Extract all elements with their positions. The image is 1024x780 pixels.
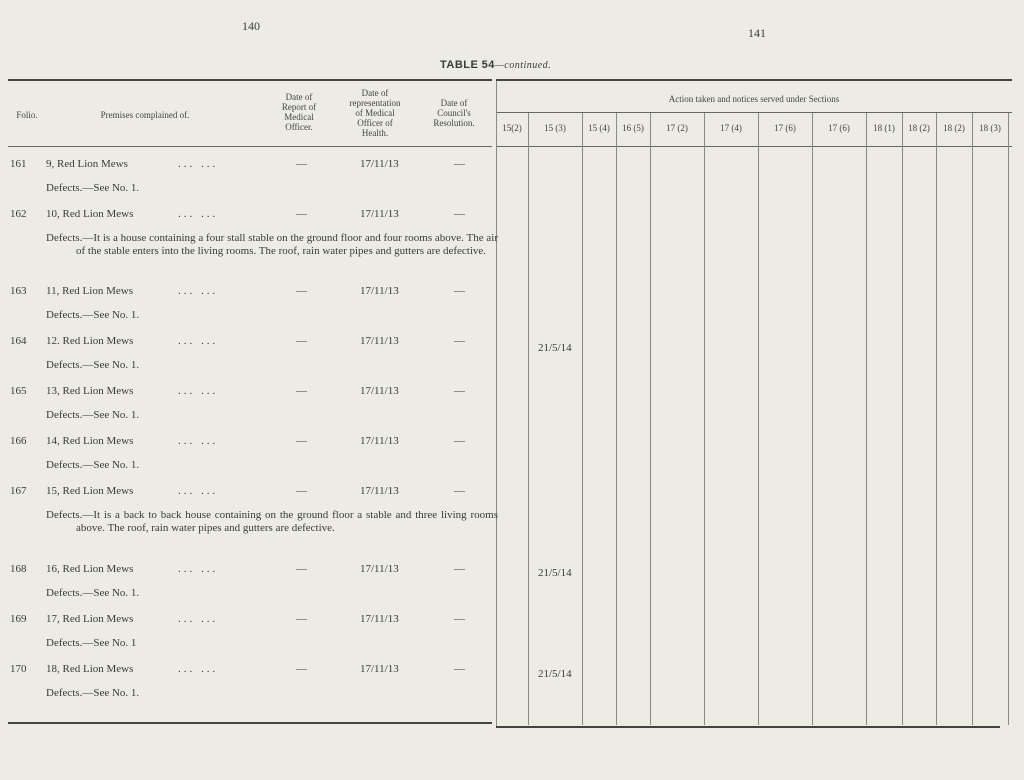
entry-defects: Defects.—See No. 1. [46, 309, 140, 321]
action-subheader-rule [496, 112, 1012, 113]
entry-date-representation: 17/11/13 [360, 613, 399, 625]
entry-folio: 169 [10, 613, 27, 625]
column-divider [758, 113, 759, 725]
entry-defects: Defects.—See No. 1. [46, 687, 140, 699]
entry-leader-dots: ... ... [178, 385, 219, 397]
entry-folio: 163 [10, 285, 27, 297]
header-rule-left [8, 146, 492, 147]
entry-date-resolution: — [454, 485, 465, 497]
entry-date-representation: 17/11/13 [360, 435, 399, 447]
entry-leader-dots: ... ... [178, 435, 219, 447]
entry-date-report: — [296, 385, 307, 397]
column-divider [650, 113, 651, 725]
entry-premises: 12. Red Lion Mews [46, 335, 134, 347]
entry-leader-dots: ... ... [178, 285, 219, 297]
section-header: 16 (5) [622, 123, 644, 133]
entry-leader-dots: ... ... [178, 335, 219, 347]
column-divider [866, 113, 867, 725]
entry-date-report: — [296, 285, 307, 297]
entry-defects: Defects.—See No. 1 [46, 637, 137, 649]
table-title-number: 54 [481, 59, 495, 71]
entry-folio: 166 [10, 435, 27, 447]
entry-date-representation: 17/11/13 [360, 208, 399, 220]
entry-defects: Defects.—It is a house containing a four stall stable on the ground floor and four rooms above. The air of the stable enters into the living rooms. The roof, rain water pipes and gutters are defective. [46, 232, 498, 257]
header-action: Action taken and notices served under Sections [668, 94, 840, 104]
bottom-rule-left [8, 722, 492, 724]
page-number-right: 141 [748, 26, 766, 40]
entry-defects: Defects.—See No. 1. [46, 359, 140, 371]
entry-date-report: — [296, 208, 307, 220]
entry-folio: 165 [10, 385, 27, 397]
entry-leader-dots: ... ... [178, 485, 219, 497]
column-divider [1008, 113, 1009, 725]
table-title-label: TABLE [440, 59, 479, 71]
section-header: 17 (6) [828, 123, 850, 133]
header-date-report: Date of Report of Medical Officer. [281, 92, 317, 132]
column-divider [812, 113, 813, 725]
action-date-1: 21/5/14 [538, 342, 572, 354]
section-header: 18 (3) [979, 123, 1001, 133]
column-divider [902, 113, 903, 725]
entry-date-resolution: — [454, 663, 465, 675]
entry-premises: 17, Red Lion Mews [46, 613, 134, 625]
entry-premises: 15, Red Lion Mews [46, 485, 134, 497]
entry-date-report: — [296, 435, 307, 447]
entry-date-report: — [296, 158, 307, 170]
entry-premises: 9, Red Lion Mews [46, 158, 128, 170]
column-divider [496, 113, 497, 728]
entry-date-resolution: — [454, 435, 465, 447]
entry-date-resolution: — [454, 285, 465, 297]
entry-folio: 167 [10, 485, 27, 497]
entry-defects: Defects.—See No. 1. [46, 459, 140, 471]
entry-leader-dots: ... ... [178, 613, 219, 625]
entry-date-resolution: — [454, 335, 465, 347]
table-title-suffix: —continued. [494, 60, 552, 71]
entry-date-resolution: — [454, 613, 465, 625]
entry-date-representation: 17/11/13 [360, 285, 399, 297]
top-rule-left [8, 79, 492, 81]
action-date-3: 21/5/14 [538, 668, 572, 680]
entry-defects: Defects.—See No. 1. [46, 182, 140, 194]
entry-date-representation: 17/11/13 [360, 335, 399, 347]
section-header: 15(2) [502, 123, 522, 133]
entry-date-representation: 17/11/13 [360, 563, 399, 575]
entry-date-resolution: — [454, 385, 465, 397]
section-header: 18 (1) [873, 123, 895, 133]
entry-premises: 13, Red Lion Mews [46, 385, 134, 397]
section-header: 17 (6) [774, 123, 796, 133]
entry-folio: 161 [10, 158, 27, 170]
entry-date-report: — [296, 563, 307, 575]
section-header: 15 (4) [588, 123, 610, 133]
entry-date-report: — [296, 663, 307, 675]
entry-date-report: — [296, 485, 307, 497]
column-divider [936, 113, 937, 725]
section-header: 17 (4) [720, 123, 742, 133]
section-header: 17 (2) [666, 123, 688, 133]
entry-date-report: — [296, 335, 307, 347]
header-date-resolution: Date of Council's Resolution. [433, 98, 475, 128]
top-rule-right [496, 79, 1012, 81]
entry-defects: Defects.—See No. 1. [46, 587, 140, 599]
section-header: 15 (3) [544, 123, 566, 133]
entry-folio: 168 [10, 563, 27, 575]
header-premises: Premises complained of. [100, 110, 190, 120]
entry-date-representation: 17/11/13 [360, 485, 399, 497]
entry-leader-dots: ... ... [178, 563, 219, 575]
entry-date-representation: 17/11/13 [360, 158, 399, 170]
section-header: 18 (2) [908, 123, 930, 133]
entry-folio: 170 [10, 663, 27, 675]
column-divider [496, 81, 497, 113]
entry-leader-dots: ... ... [178, 663, 219, 675]
entry-leader-dots: ... ... [178, 208, 219, 220]
entry-folio: 164 [10, 335, 27, 347]
column-divider [704, 113, 705, 725]
entry-defects: Defects.—See No. 1. [46, 409, 140, 421]
entry-folio: 162 [10, 208, 27, 220]
section-header: 18 (2) [943, 123, 965, 133]
entry-leader-dots: ... ... [178, 158, 219, 170]
entry-premises: 18, Red Lion Mews [46, 663, 134, 675]
entry-date-resolution: — [454, 158, 465, 170]
entry-date-report: — [296, 613, 307, 625]
page-number-left: 140 [242, 19, 260, 33]
entry-date-resolution: — [454, 208, 465, 220]
entry-date-resolution: — [454, 563, 465, 575]
entry-date-representation: 17/11/13 [360, 385, 399, 397]
entry-premises: 11, Red Lion Mews [46, 285, 133, 297]
column-divider [972, 113, 973, 725]
entry-date-representation: 17/11/13 [360, 663, 399, 675]
entry-premises: 14, Red Lion Mews [46, 435, 134, 447]
header-folio: Folio. [16, 110, 38, 120]
column-divider [528, 113, 529, 725]
action-date-2: 21/5/14 [538, 567, 572, 579]
header-date-representation: Date of representation of Medical Officer of Health. [349, 88, 401, 138]
column-divider [616, 113, 617, 725]
header-rule-right [496, 146, 1012, 147]
entry-premises: 10, Red Lion Mews [46, 208, 134, 220]
column-divider [582, 113, 583, 725]
table-title [440, 59, 551, 71]
entry-premises: 16, Red Lion Mews [46, 563, 134, 575]
bottom-rule-right [496, 726, 1000, 728]
entry-defects: Defects.—It is a back to back house containing on the ground floor a stable and three living rooms above. The roof, rain water pipes and gutters are defective. [46, 509, 498, 534]
